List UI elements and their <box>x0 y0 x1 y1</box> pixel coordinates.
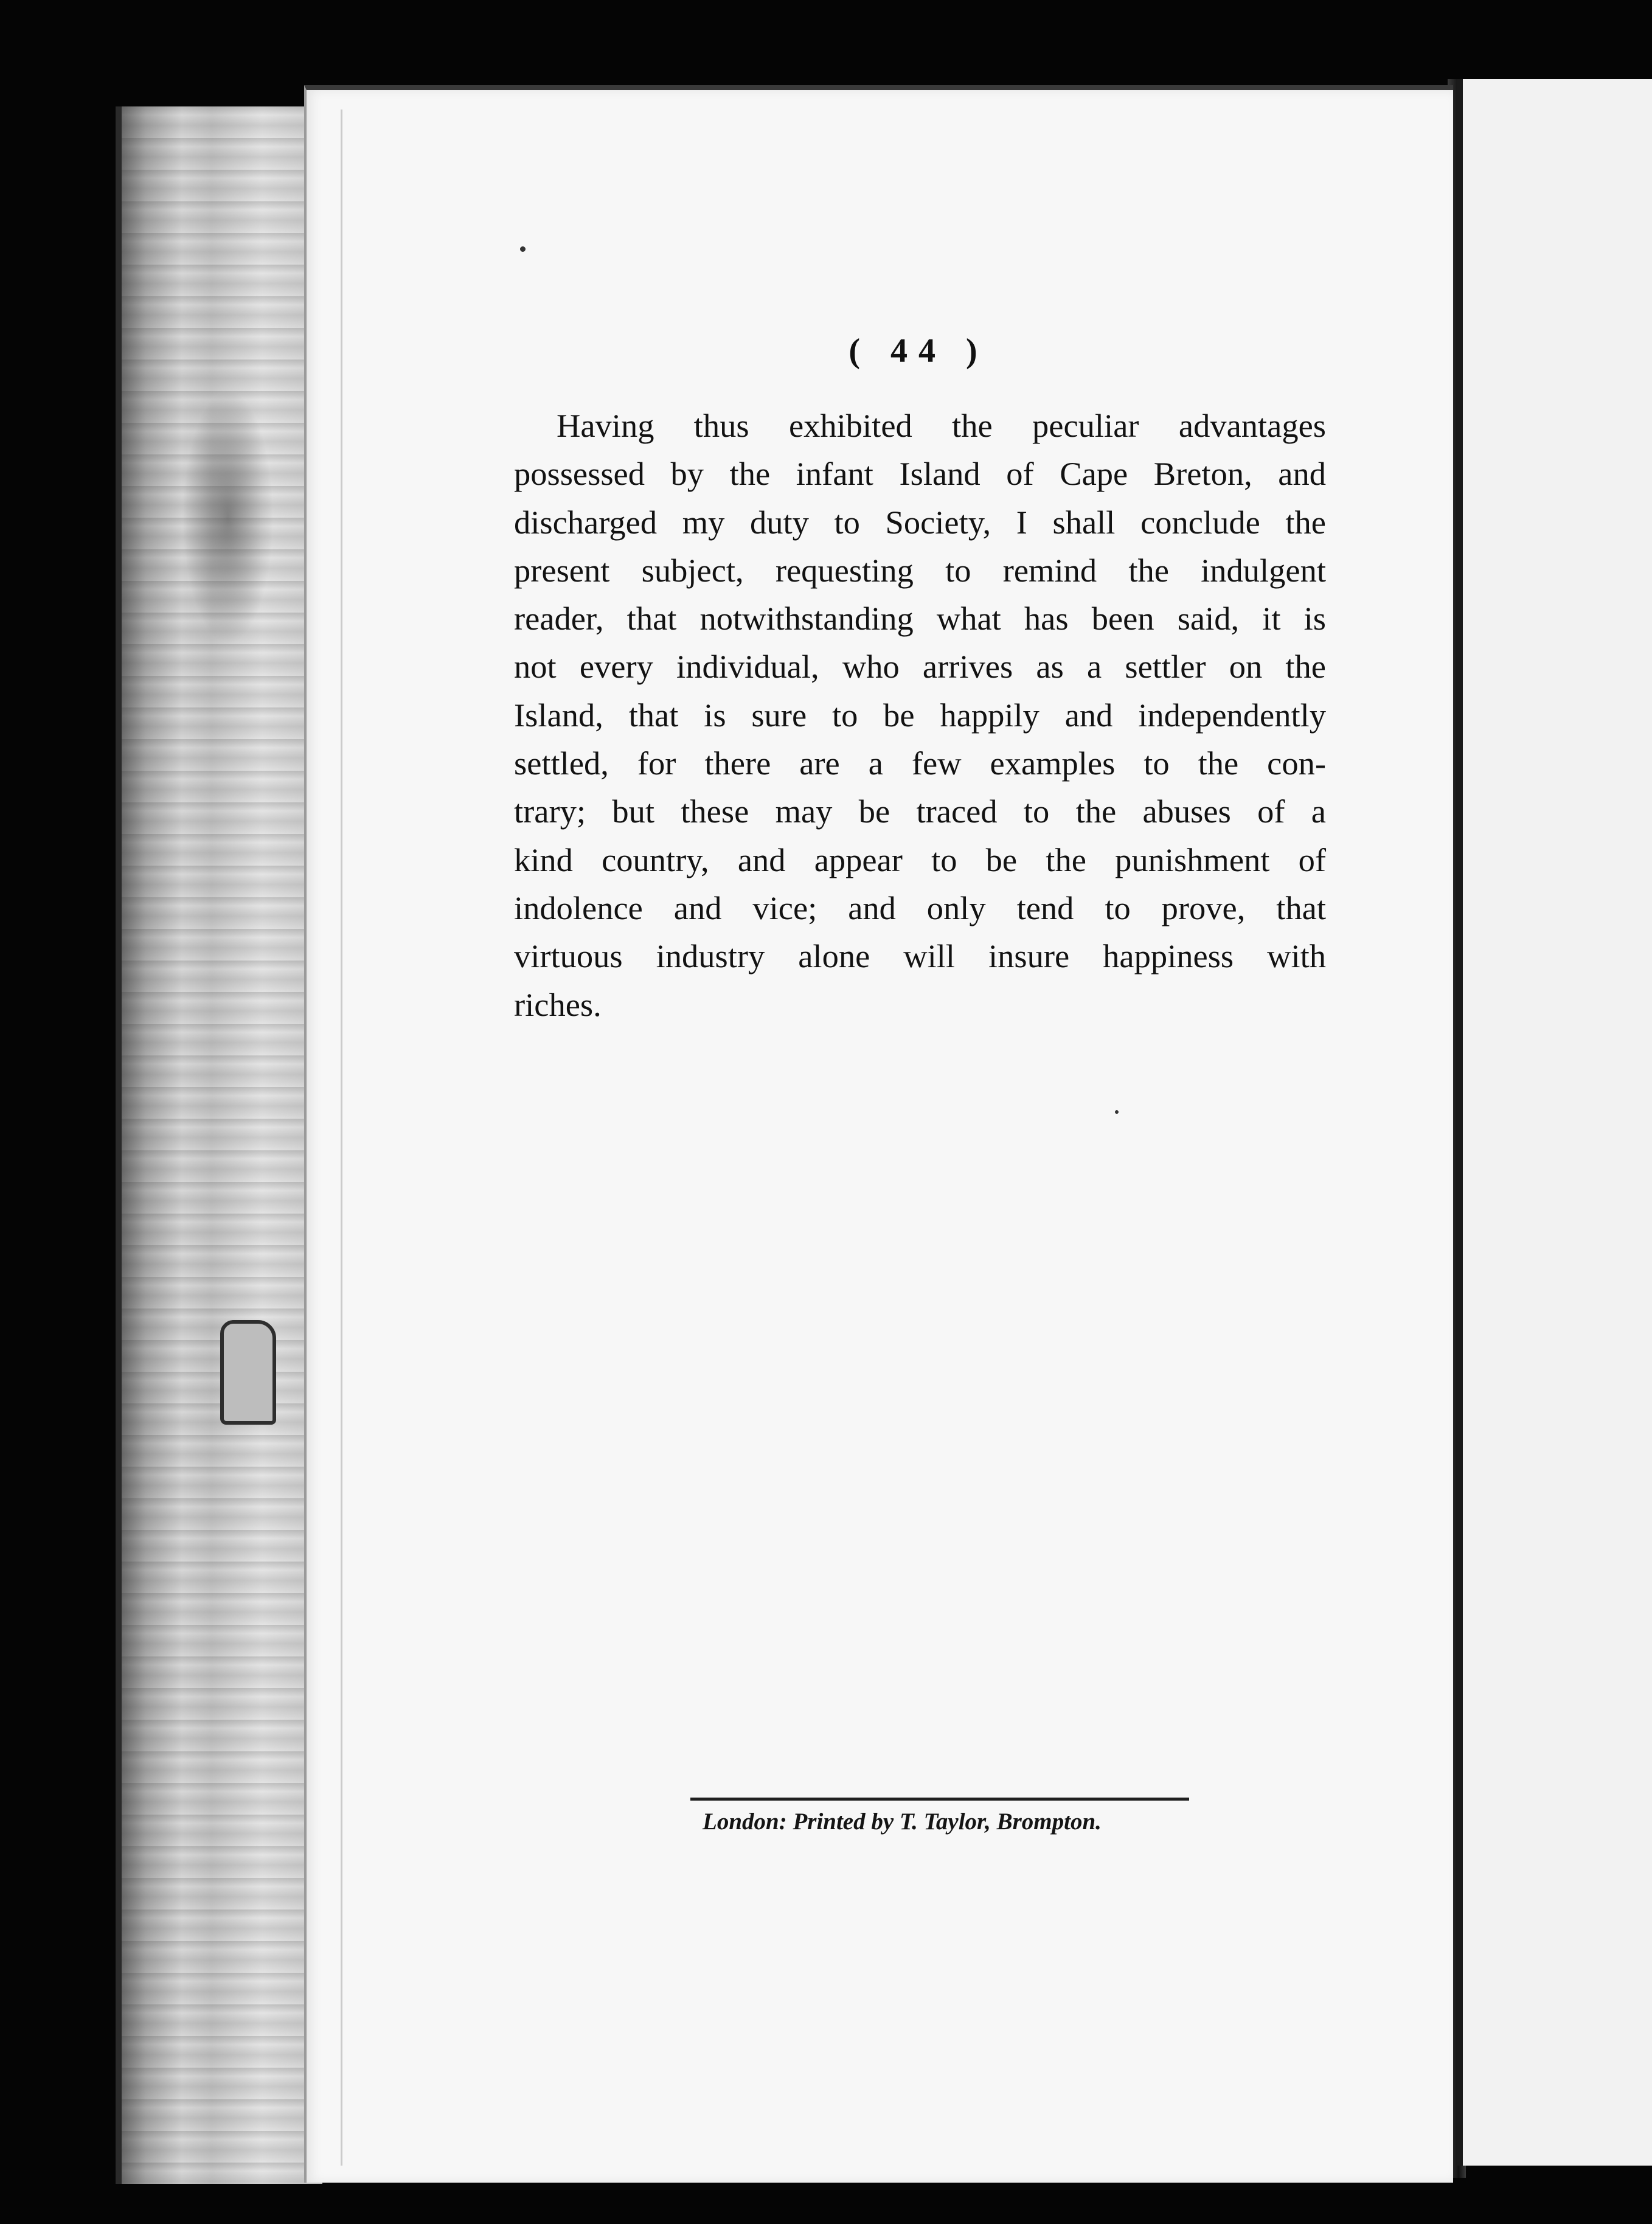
binding-stain <box>182 389 274 645</box>
imprint-rule <box>690 1798 1189 1801</box>
page-number: ( 44 ) <box>849 332 988 370</box>
text-line: indolence and vice; and only tend to prove, that <box>514 889 1326 926</box>
printer-imprint: London: Printed by T. Taylor, Brompton. <box>703 1809 1102 1835</box>
ink-speck <box>520 246 526 252</box>
text-line: discharged my duty to Society, I shall conclude the <box>514 503 1326 541</box>
text-line: virtuous industry alone will insure happiness with <box>514 937 1326 975</box>
ink-speck <box>1115 1110 1119 1114</box>
body-paragraph <box>514 401 1326 1029</box>
page-crease <box>341 109 342 2166</box>
text-line: present subject, requesting to remind the indulgent <box>514 551 1326 589</box>
text-line: settled, for there are a few examples to the con- <box>514 745 1326 782</box>
facing-page-strip <box>1457 79 1652 2166</box>
text-line: kind country, and appear to be the punishment of <box>514 841 1326 878</box>
text-line: not every individual, who arrives as a settler on the <box>514 648 1326 686</box>
text-line: Having thus exhibited the peculiar advantages <box>557 407 1326 444</box>
text-line: possessed by the infant Island of Cape Breton, and <box>514 455 1326 493</box>
text-line: reader, that notwithstanding what has been said, it is <box>514 600 1326 638</box>
paper-tab <box>220 1320 276 1425</box>
text-line: riches. <box>514 985 602 1023</box>
text-line: Island, that is sure to be happily and independently <box>514 696 1326 734</box>
text-line: trary; but these may be traced to the abuses of a <box>514 793 1326 830</box>
book-page <box>304 85 1453 2183</box>
